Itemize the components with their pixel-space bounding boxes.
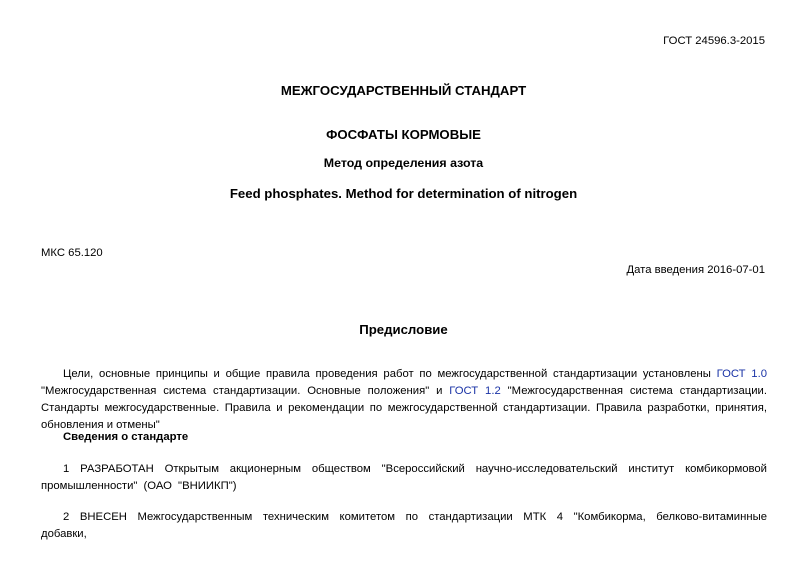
developed-by-paragraph: 1 РАЗРАБОТАН Открытым акционерным обществом "Всероссийский научно-исследовательский институт комбикормовой промышленности" (ОАО "ВНИИКП") [41,463,767,492]
document-code: ГОСТ 24596.3-2015 [663,35,765,47]
foreword-paragraph [41,366,767,434]
introduction-date: Дата введения 2016-07-01 [626,264,765,276]
paragraph-text: Цели, основные принципы и общие правила проведения работ по межгосударственной стандартизации установлены [63,368,717,380]
paragraph-text: "Межгосударственная система стандартизации. Основные положения" и [41,385,450,397]
interstate-standard-heading: МЕЖГОСУДАРСТВЕННЫЙ СТАНДАРТ [280,83,527,98]
submitted-by-paragraph: 2 ВНЕСЕН Межгосударственным техническим комитетом по стандартизации МТК 4 "Комбикорма, белково-витаминные добавки, [41,511,767,540]
document-subtitle: Метод определения азота [323,156,484,170]
standard-info-heading: Сведения о стандарте [63,431,189,443]
mks-code: МКС 65.120 [41,247,103,259]
document-title: ФОСФАТЫ КОРМОВЫЕ [326,127,481,142]
gost-1-0-link[interactable]: ГОСТ 1.0 [716,368,767,380]
paragraph-text: "Межгосударственная система стандартизации. Стандарты межгосударственные. Правила и рекомендации по межгосударственной стандартизации. Правила разработки, принятия, обновления и отмены" [41,385,767,431]
gost-1-2-link[interactable]: ГОСТ 1.2 [449,385,501,397]
foreword-heading: Предисловие [359,322,448,337]
document-title-english: Feed phosphates. Method for determination of nitrogen [229,186,578,201]
